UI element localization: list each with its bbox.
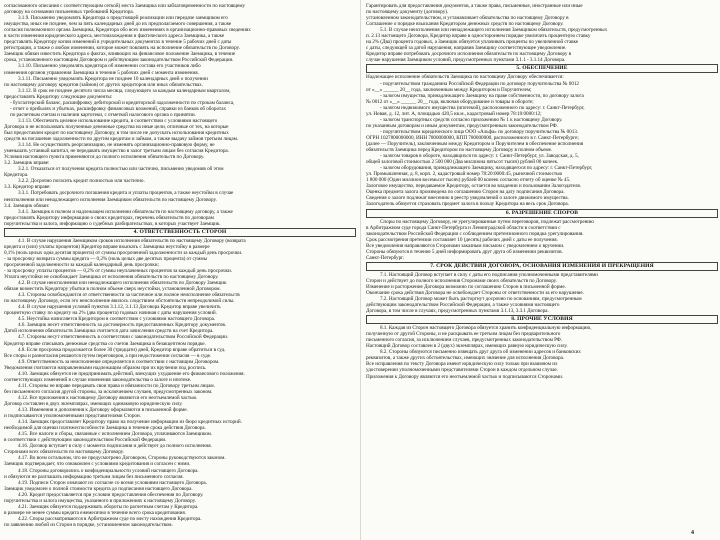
left-text-line: - за просрочку возврата суммы кредита — 0,2% (ноль целых две десятых процента) от суммы [4, 255, 208, 262]
left-text-line: 4.3. Стороны освобождаются от ответственности за частичное или полное неисполнение обязательств [18, 292, 240, 299]
left-text-line: Уплата неустойки не освобождает Заемщика от исполнения обязательств по настоящему Договору. [4, 274, 219, 281]
right-text-line: - залогом недвижимого имущества (ипотекой), расположенного по адресу: г. Санкт-Петербург, [380, 104, 585, 111]
right-text-line: 7.2. Настоящий Договор может быть расторгнут досрочно по основаниям, предусмотренным [380, 296, 582, 303]
right-text-line: Надлежащее исполнение обязательств Заемщика по настоящему Договору обеспечивается: [366, 74, 564, 81]
right-text-line: от «__» ______ 20__ года, заключенным между Кредитором и Поручителем; [366, 86, 532, 93]
left-text-line: 3.1.14. Не осуществлять реорганизацию, не изменять организационно-правовую форму, не [18, 142, 215, 149]
left-text-line: 3.2. Заемщик вправе: [4, 160, 50, 167]
right-text-line: Споры по настоящему Договору, не урегулированные путем переговоров, подлежат рассмотрению [380, 218, 594, 225]
left-text-line: 3.1.11. Письменно уведомлять Кредитора не позднее 10 календарных дней о получении [18, 75, 208, 82]
right-section-title: 5. ОБЕСПЕЧЕНИЕ [366, 64, 718, 73]
left-text-line: - бухгалтерский баланс, расшифровку дебиторской и кредиторской задолженности по строкам баланса, [10, 99, 235, 106]
left-text-line: 4.15. Все налоги и сборы, связанные с исполнением Договора, уплачиваются Заемщиком. [18, 431, 212, 438]
left-text-line: Условия настоящего пункта применяются до полного исполнения обязательств по Договору. [4, 154, 205, 161]
left-text-line: 4.21. Заемщик обязуется поддерживать обороты по расчетным счетам у Кредитора. [18, 503, 199, 510]
right-text-line: (далее — Поручитель), заключенным между Кредитором и Поручителем в обеспечение исполнения [366, 140, 584, 147]
right-text-line: Санкт-Петербург. [366, 254, 404, 261]
right-section-title: 7. СРОК ДЕЙСТВИЯ ДОГОВОРА, ОСНОВАНИЯ ИЗМЕНЕНИЯ И ПРЕКРАЩЕНИЯ [366, 262, 718, 271]
right-text-line: Изменение и расторжение Договора возможно по соглашению Сторон в письменной форме. [366, 283, 566, 290]
left-text-line: Все споры и разногласия решаются путем переговоров, а при недостижении согласия — в суде. [4, 352, 212, 359]
left-text-line: по расчетным счетам и наличии картотеки, с отметкой налогового органа о принятии. [10, 111, 196, 118]
right-text-line: - залогом транспортных средств согласно приложению № 1 к настоящему Договору. [380, 116, 563, 123]
right-text-line: реквизитов, а также других обстоятельствах, имеющих значение для исполнения Договора. [366, 355, 565, 362]
left-text-line: - отчет о прибылях и убытках, расшифровку финансовых вложений, справки из банков об оборотах [10, 105, 226, 112]
right-text-line: - поручительством юридического лица ООО «Альфа» по договору поручительства № 0013. [380, 128, 579, 135]
right-text-line: письменного согласия, за исключением случаев, предусмотренных законодательством РФ. [366, 337, 563, 344]
left-text-line: 4.9. Ответственность за неисполнение определяется в соответствии с настоящим Договором. [18, 358, 220, 365]
right-text-line: в Арбитражном суде города Санкт-Петербурга и Ленинградской области в соответствии с [366, 224, 561, 231]
right-text-line: Срок рассмотрения претензии составляет 10 (десять) рабочих дней с даты ее получения. [366, 236, 558, 243]
left-text-line: 4.13. Изменения и дополнения к Договору оформляются в письменной форме. [18, 407, 188, 414]
left-text-line: - за просрочку уплаты процентов — 0,2% от суммы неуплаченных процентов за каждый день просрочки. [4, 267, 232, 274]
left-text-line: 4.16. Договор вступает в силу с момента подписания и действует до полного исполнения. [18, 443, 212, 450]
left-text-line: 4.10. Заемщик обязуется не предпринимать действий, влекущих ухудшение его финансового положения. [18, 370, 245, 377]
left-text-line: Заемщик обязан известить Кредитора о фактах, влияющих на финансовое положение Заемщика, в течение [4, 51, 236, 58]
left-text-line: кредита и (или) уплаты процентов) Кредитор вправе взыскать с Заемщика неустойку в размере [4, 243, 210, 250]
left-text-line: обязан возместить Кредитору убытки в полном объеме сверх неустойки, установленной Договором. [4, 286, 221, 293]
left-text-line: изменения органов управления Заемщика в течение 5 рабочих дней с момента изменения. [4, 69, 199, 76]
left-text-line: и подписываются уполномоченными представителями Сторон. [4, 413, 141, 420]
left-text-line: Кредитор вправе списывать денежные средства со счетов Заемщика в безакцептном порядке. [4, 340, 206, 347]
right-text-line: Приложения к Договору являются его неотъемлемой частью и подписываются Сторонами. [366, 373, 564, 380]
right-text-line: ул. Новая, д. 12, лит. А, площадью 420,5 кв.м., кадастровый номер 78:10:0000:12; [366, 110, 542, 117]
left-text-line: 3.4. Заемщик обязан: [4, 202, 50, 209]
left-text-line: 4.2. В случае неисполнения или ненадлежащего исполнения обязательств по Договору Заемщик [18, 280, 227, 287]
left-text-line: 4.5. Неустойка начисляется Кредитором в соответствии с условиями настоящего Договора. [18, 316, 216, 323]
left-text-line: 3.1.9. Письменно уведомлять Кредитора о предстоящей реализации или передаче заемщиком его [18, 15, 228, 22]
left-text-line: 4.19. Подписи Сторон означают их согласие со всеми условиями настоящего Договора. [18, 479, 207, 486]
right-text-line: ОГРН 1027800000000, ИНН 7800000000, КПП 780000000, расположенного в г. Санкт-Петербурге; [366, 134, 579, 141]
right-text-line: Все исправления по тексту Договора имеют юридическую силу только при взаимном их [366, 361, 558, 368]
left-text-line: Договор составлен в двух экземплярах, имеющих одинаковую юридическую силу. [4, 401, 183, 407]
right-text-line: 8.2. Стороны обязуются письменно извещать друг друга об изменении адресов и банковских [380, 349, 581, 356]
left-text-line: соответствующих изменений в случае изменения законодательства о залоге и ипотеке. [4, 376, 192, 383]
left-text-line: 3.2.1. Отказаться от получения кредита полностью или частично, письменно уведомив об этом [18, 166, 224, 173]
right-text-line: Оценка предмета залога произведена по соглашению Сторон на дату подписания Договора. [366, 189, 565, 196]
left-text-line: предоставлять Кредитору информацию о своих кредиторах, перечень обязательств по договорам [4, 214, 214, 221]
left-text-line: 3.2.2. Досрочно погасить кредит полностью или частично. [18, 178, 145, 185]
left-text-line: средств на погашение задолженности по другим кредитам и займам, а также выдачу займов третьим лицам. [4, 136, 239, 143]
left-text-line: Уведомления считаются направленными надлежащим образом при их вручении под роспись. [4, 364, 207, 371]
left-text-line: предоставлять Кредитору следующие документы: [4, 93, 113, 100]
right-text-line: законодательством Российской Федерации с соблюдением претензионного порядка урегулирования. [366, 230, 584, 237]
left-text-line: процентную ставку по кредиту на 2% (два процента) годовых начиная с даты нарушения условий. [4, 310, 217, 317]
left-text-line: представлять Кредитору копии изменений в учредительных документах в течение 5 рабочих дней с даты [4, 39, 232, 46]
left-text-line: необходимой для оценки платежеспособности Заемщика в течение срока действия Договора. [4, 425, 206, 432]
left-text-line: 4.18. Стороны договорились о конфиденциальности условий настоящего Договора. [18, 467, 199, 474]
right-text-line: полученную от другой Стороны, и не раскрывать ее третьим лицам без предварительного [366, 331, 561, 338]
left-text-line: 3.4.1. Заемщик в полном и надлежащем исполнении обязательств по настоящему договору, а также [18, 208, 233, 215]
left-text-line: 4.14. Заемщик предоставляет Кредитору право на получение информации из бюро кредитных историй. [18, 419, 242, 426]
right-text-line: Залогодатель обязуется страховать предмет залога в пользу Кредитора на весь срок Договора. [366, 201, 569, 208]
left-section-title: 4. ОТВЕТСТВЕННОСТЬ СТОРОН [4, 228, 356, 237]
right-text-line: 1 800 000 (Один миллион восемьсот тысяч) рублей 00 копеек согласно отчету об оценке № 45. [366, 177, 571, 184]
right-section-title: 6. РАЗРЕШЕНИЕ СПОРОВ [366, 209, 718, 218]
right-text-line: Сведения о залоге подлежат внесению в реестр уведомлений о залоге движимого имущества. [366, 195, 569, 202]
right-column [366, 3, 718, 536]
left-text-line: 4.11. Стороны не вправе передавать свои права и обязанности по Договору третьим лицам. [18, 382, 215, 389]
right-text-line: ул. Промышленная, д. 8, корп. 2, кадастровый номер 78:20:0000:45, рыночной стоимостью [366, 171, 563, 178]
right-text-line: Договора, в том числе в случаях, предусмотренных пунктами 3.1.13, 3.3.1 Договора. [366, 308, 549, 315]
left-text-line: регистрации, а также о любом изменении, которое может повлиять на исполнение обязательств по Договору. [4, 45, 240, 52]
left-text-line: 4.6. Заемщик несет ответственность за достоверность предоставленных Кредитору документов. [18, 322, 227, 329]
left-text-line: имущества, иных не позднее, чем за пять календарных дней до их предполагаемого совершения, а также [4, 21, 232, 28]
right-text-line: случае нарушения Заемщиком условий, предусмотренных пунктами 3.1.1 - 3.1.14 Договора. [366, 57, 566, 64]
right-section-title: 8. ПРОЧИЕ УСЛОВИЯ [366, 315, 718, 324]
left-text-line: был предоставлен кредит по настоящему Договору, в том числе не допускать использования кредитных [4, 129, 229, 136]
right-text-line: Стороны обязуются в течение 5 дней информировать друг друга об изменении реквизитов. [366, 248, 563, 255]
left-text-line: 3.1.12. В срок не позднее десятого числа месяца, следующего за каждым календарным кварталом, [18, 87, 231, 94]
left-text-line: просроченной задолженности за каждый календарный день просрочки; [4, 261, 159, 268]
right-text-line: Кредитор вправе потребовать досрочного исполнения обязательств по настоящему Договору в [366, 51, 572, 58]
page-number: 4 [691, 530, 694, 536]
right-text-line: Окончание срока действия Договора не освобождает Стороны от ответственности за его нарушение. [366, 289, 584, 296]
left-text-line: и обязуются не разглашать информацию третьим лицам без письменного согласия. [4, 473, 184, 480]
left-text-line: 4.1. В случае нарушения Заемщиком сроков исполнения обязательств по настоящему Договору (возврата [18, 237, 246, 244]
left-text-line: Датой исполнения обязательств Заемщика считается дата зачисления средств на счет Кредитора. [4, 328, 214, 335]
right-text-line: по настоящему документу (договору). [366, 9, 449, 16]
left-text-line: в части изменения юридического адреса, местонахождения и фактического адреса Заемщика, а также [4, 33, 225, 40]
right-text-line: установленном законодательством, и устанавливает обязательства по настоящему Договору в [366, 15, 569, 22]
right-text-line: с даты, следующей за датой нарушения, направив Заемщику соответствующее уведомление. [366, 45, 567, 52]
left-text-line: 4.17. Во всем остальном, что не предусмотрено Договором, Стороны руководствуются законом. [18, 455, 226, 462]
right-text-line: п. 2.13 настоящего Договора, Кредитор вправе в одностороннем порядке увеличить процентную ставку [366, 33, 591, 40]
column-divider [360, 0, 361, 540]
right-text-line: Соглашение о порядке взыскания Кредитором денежных средств по настоящему Договору. [366, 21, 564, 28]
left-text-line: Договора и не использовать полученные денежные средства на иные цели, отличные от тех, на которые [4, 123, 229, 130]
right-text-line: - залогом товаров в обороте, находящихся по адресу: г. Санкт-Петербург, ул. Заводская, д. 5, [380, 153, 579, 160]
right-text-line: действующим законодательством Российской Федерации, а также условиями настоящего [366, 302, 560, 309]
right-text-line: - залогом оборудования, принадлежащего Заемщику, находящегося по адресу: г. Санкт-Петербург, [380, 165, 593, 172]
left-text-line: срока, установленного настоящим Договором и действующим законодательством Российской Федерации. [4, 57, 234, 64]
left-text-line: Заемщик подтверждает, что ознакомлен с условиями кредитования и согласен с ними. [4, 461, 191, 468]
left-text-line: в соответствии с действующим законодательством Российской Федерации. [4, 437, 167, 444]
left-text-line: 0,1% (ноль целых одна десятая процента) от суммы просроченной задолженности за каждый день просрочки. [4, 249, 243, 256]
right-text-line: Гарантировать для предоставления документов, а также права, письменные, иностранные или иные [366, 3, 583, 9]
left-column [4, 3, 356, 536]
left-text-line: Заемщик уведомлен о полной стоимости кредита до подписания настоящего Договора. [4, 485, 193, 492]
left-text-line: 4.22. Споры рассматриваются в Арбитражном суде по месту нахождения Кредитора. [18, 515, 202, 522]
left-text-line: уменьшать уставный капитал, не передавать имущество в залог третьим лицам без согласия Кредитора. [4, 148, 229, 155]
left-text-line: по заявлению любой из Сторон в порядке, установленном законодательством. [4, 521, 173, 528]
left-text-line: Сторонами всех обязательств по настоящему Договору. [4, 449, 124, 456]
right-text-line: 8.1. Каждая из Сторон настоящего Договора обязуется хранить конфиденциальную информацию, [380, 325, 592, 332]
right-text-line: № 0012 от «__» ______ 20__ года, включая оборудование и товары в обороте; [366, 98, 534, 105]
right-text-line: Все уведомления направляются Сторонами заказным письмом с уведомлением о вручении. [366, 242, 565, 249]
left-text-line: согласованного описания с соответствующим сеткой) места Заемщика или заблаговременности по настоящему [4, 3, 246, 9]
right-text-line: обязательств Заемщика перед Кредитором по настоящему Договору в полном объеме. [366, 147, 553, 154]
right-text-line: 7.1. Настоящий Договор вступает в силу с даты его подписания уполномоченными представителями [380, 271, 598, 278]
right-text-line: общей залоговой стоимостью 2 500 000 (Два миллиона пятьсот тысяч) рублей 00 копеек. [366, 159, 559, 166]
left-text-line: 4.20. Кредит предоставляется при условии предоставления обеспечения по Договору. [18, 491, 204, 498]
left-text-line: поручительства и залога имущества, указанного в приложениях к настоящему Договору. [4, 497, 196, 504]
left-text-line: 4.7. Стороны несут ответственность в соответствии с законодательством Российской Федерации. [18, 334, 229, 341]
left-text-line: в размере не менее суммы кредита ежемесячно в течение всего срока кредитования. [4, 509, 186, 516]
right-text-line: удостоверении уполномоченными представителями Сторон в каждом отдельном случае. [366, 367, 558, 374]
right-text-line: на 2% (Два) процента годовых, а Заемщик обязуется уплачивать проценты по увеличенной ставке [366, 39, 579, 46]
left-text-line: по настоящему Договору, если это неисполнение явилось следствием обстоятельств непреодолимой силы. [4, 298, 235, 305]
right-text-line: Сторон и действует до полного исполнения Сторонами своих обязательств по Договору. [366, 277, 557, 284]
right-text-line: Настоящий Договор составлен в 2 (двух) экземплярах, имеющих равную юридическую силу. [366, 343, 568, 350]
left-text-line: 4.8. Если просрочка продолжается более 30 (тридцати) дней, Кредитор вправе обратиться в суд. [18, 346, 226, 353]
left-text-line: 3.1.13. Обеспечить целевое использование кредита, в соответствии с условиями настоящего [18, 117, 218, 124]
right-text-line: по указанным договорам и иным документам, предусмотренным законодательством РФ. [366, 122, 558, 129]
left-text-line: 3.1.10. Письменно уведомлять кредитора об изменении состава его участников либо [18, 63, 201, 70]
left-text-line: 3.3.1. Потребовать досрочного погашения кредита и уплаты процентов, а также неустойки в случае [18, 190, 234, 197]
right-text-line: - поручительством гражданина Российской Федерации по договору поручительства № 0012 [380, 80, 579, 87]
left-text-line: без письменного согласия другой стороны, за исключением случаев, предусмотренных законом. [4, 388, 213, 395]
left-text-line: по настоящему договору кредитов (займов) от других кредиторов или иных обязательствах. [4, 81, 203, 88]
left-text-line: 4.4. В случае нарушения условий пунктов 3.1.12, 3.1.13 Договора Кредитор вправе увеличить [18, 304, 221, 311]
left-text-line: неисполнения или ненадлежащего исполнения Заемщиком обязательств по настоящему Договору. [4, 196, 217, 203]
left-text-line: 3.3. Кредитор вправе: [4, 184, 51, 191]
left-text-line: поручительства и залога, информацию о судебных разбирательствах, в которых участвует Заемщик. [4, 220, 221, 227]
left-text-line: 4.12. Все приложения к настоящему Договору являются его неотъемлемой частью. [18, 394, 198, 401]
right-text-line: 5.1. В случае неисполнения или ненадлежащего исполнения Заемщиком обязательств, предусмотренных [380, 27, 608, 34]
right-text-line: - залогом имущества, принадлежащего Заемщику на праве собственности, по договору залога [380, 92, 584, 99]
right-text-line: Залоговое имущество, передаваемое Кредитору, остается во владении и пользовании Залогодателя. [366, 183, 581, 190]
left-text-line: договору на основании письменных требований Кредитора. [4, 9, 134, 16]
left-text-line: Кредитора. [4, 172, 29, 179]
left-text-line: согласия полномочного органа Заемщика, Кредитора обо всех изменениях в организационно-правовых сведениях [4, 27, 251, 34]
